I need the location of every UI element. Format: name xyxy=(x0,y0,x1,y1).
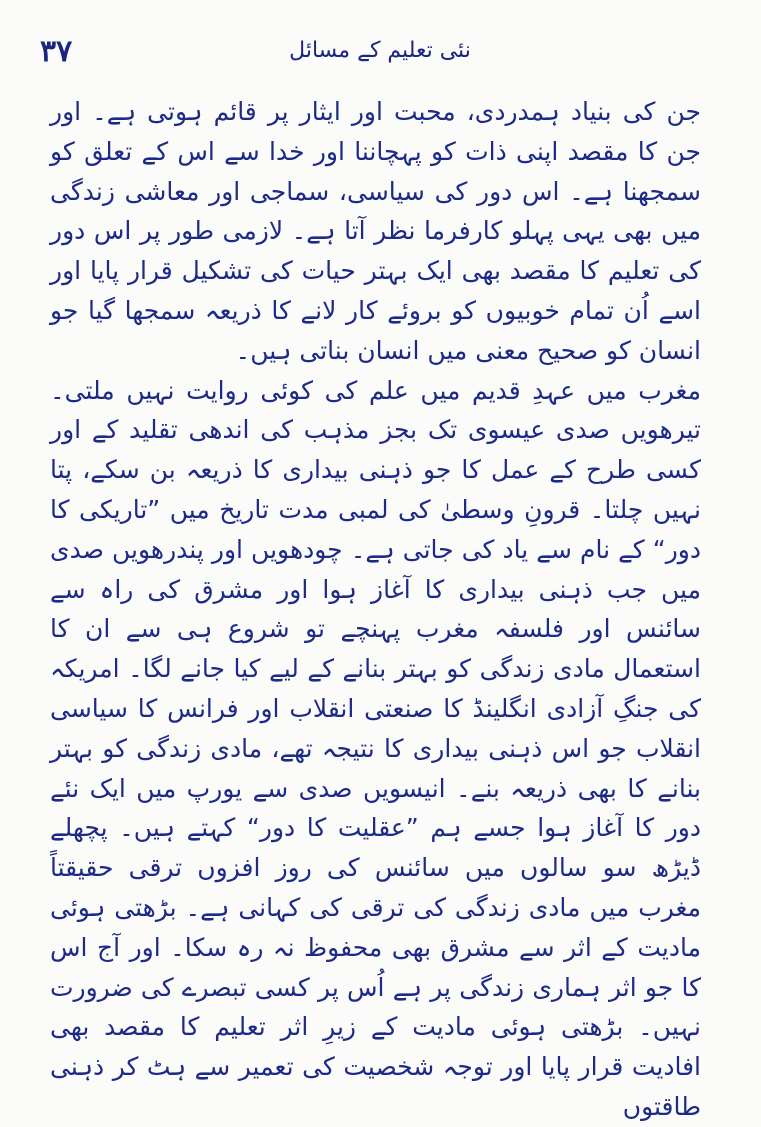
page-number: ۳۷ xyxy=(40,34,73,69)
paragraph: مغرب میں عہدِ قدیم میں علم کی کوئی روایت نہیں ملتی۔ تیرھویں صدی عیسوی تک بجز مذہب کی اندھی تقلید کے اور کسی طرح کے عمل کا جو ذہنی بیداری کا ذریعہ بن سکے، پتا نہیں چلتا۔ قرونِ وسطیٰ کی لمبی مدت تاریخ میں ”تاریکی کا دور“ کے نام سے یاد کی جاتی ہے۔ چودھویں اور پندرھویں صدی میں جب ذہنی بیداری کا آغاز ہوا اور مشرق کی راہ سے سائنس اور فلسفہ مغرب پہنچے تو شروع ہی سے ان کا استعمال مادی زندگی کو بہتر بنانے کے لیے کیا جانے لگا۔ امریکہ کی جنگِ آزادی انگلینڈ کا صنعتی انقلاب اور فرانس کا سیاسی انقلاب جو اس ذہنی بیداری کا نتیجہ تھے، مادی زندگی کو بہتر بنانے کا بھی ذریعہ بنے۔ انیسویں صدی سے یورپ میں ایک نئے دور کا آغاز ہوا جسے ہم ”عقلیت کا دور“ کہتے ہیں۔ پچھلے ڈیڑھ سو سالوں میں سائنس کی روز افزوں ترقی حقیقتاً مغرب میں مادی زندگی کی ترقی کی کہانی ہے۔ بڑھتی ہوئی مادیت کے اثر سے مشرق بھی محفوظ نہ رہ سکا۔ اور آج اس کا جو اثر ہماری زندگی پر ہے اُس پر کسی تبصرے کی ضرورت نہیں۔ بڑھتی ہوئی مادیت کے زیرِ اثر تعلیم کا مقصد بھی افادیت قرار پایا اور توجہ شخصیت کی تعمیر سے ہٹ کر ذہنی طاقتوں xyxy=(50,375,701,1121)
paragraph: جن کی بنیاد ہمدردی، محبت اور ایثار پر قائم ہوتی ہے۔ اور جن کا مقصد اپنی ذات کو پہچاننا اور خدا سے اس کے تعلق کو سمجھنا ہے۔ اس دور کی سیاسی، سماجی اور معاشی زندگی میں بھی یہی پہلو کارفرما نظر آتا ہے۔ لازمی طور پر اس دور کی تعلیم کا مقصد بھی ایک بہتر حیات کی تشکیل قرار پایا اور اسے اُن تمام خوبیوں کو بروئے کار لانے کا ذریعہ سمجھا گیا جو انسان کو صحیح معنی میں انسان بناتی ہیں۔ xyxy=(50,97,701,365)
body-text xyxy=(50,92,701,1127)
running-title: نئی تعلیم کے مسائل xyxy=(289,38,471,63)
